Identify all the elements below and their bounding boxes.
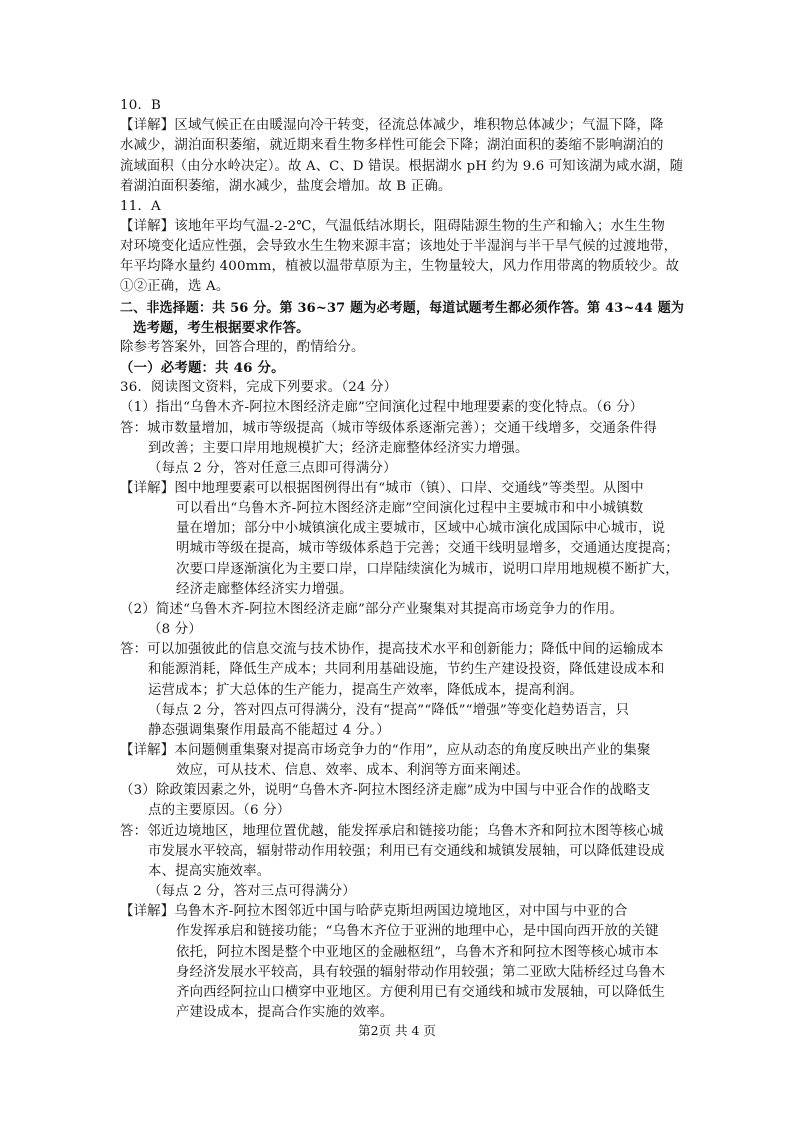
q36-p3-answer-line: 本、提高实施效率。	[148, 863, 271, 879]
section-note: 除参考答案外，回答合理的，酌情给分。	[120, 339, 365, 355]
q36-p1-answer-line: 到改善；主要口岸用地规模扩大；经济走廊整体经济实力增强。	[148, 440, 529, 456]
q36-p2-scoring: 静态强调集聚作用最高不能超过 4 分。）	[148, 722, 390, 738]
q36-p1-explain-line: 量在增加；部分中小城镇演化成主要城市，区域中心城市演化成国际中心城市，说	[176, 521, 666, 537]
q11-explain-line: ①②正确，选 A。	[120, 279, 230, 295]
q36-p1-answer-line: 答：城市数量增加，城市等级提高（城市等级体系逐渐完善）；交通干线增多，交通条件得	[120, 420, 657, 436]
q36-p3-question: （3）除政策因素之外，说明“乌鲁木齐-阿拉木图经济走廊”成为中国与中亚合作的战略支	[120, 783, 651, 799]
q10-explain-line: 流域面积（由分水岭决定）。故 A、C、D 错误。根据湖水 pH 约为 9.6 可知该湖为咸水湖，随	[120, 158, 684, 174]
q11-answer: 11．A	[120, 198, 161, 214]
q36-p2-explain-line: 【详解】本问题侧重集聚对提高市场竞争力的“作用”，应从动态的角度反映出产业的集聚	[120, 743, 651, 758]
q36-p1-explain-line: 明城市等级在提高，城市等级体系趋于完善；交通干线明显增多，交通通达度提高；	[176, 541, 679, 557]
q10-answer: 10．B	[120, 98, 162, 113]
q11-explain-line: 年平均降水量约 400mm，植被以温带草原为主，生物量较大，风力作用带离的物质较少。故	[120, 259, 680, 275]
q36-p1-scoring: （每点 2 分，答对任意三点即可得满分）	[148, 460, 397, 476]
q10-explain-line: 【详解】区域气候正在由暖湿向冷干转变，径流总体减少，堆积物总体减少；气温下降，降	[120, 118, 664, 134]
q36-p2-explain-line: 效应，可从技术、信息、效率、成本、利润等方面来阐述。	[176, 763, 530, 779]
page-footer: 第2页 共 4 页	[358, 1023, 436, 1038]
q36-p2-answer-line: 和能源消耗，降低生产成本；共同利用基础设施，节约生产建设投资，降低建设成本和	[148, 662, 665, 678]
q36-p3-explain-line: 【详解】乌鲁木齐-阿拉木图邻近中国与哈萨克斯坦两国边境地区，对中国与中亚的合	[120, 904, 628, 920]
q10-explain-line: 着湖泊面积萎缩，湖水减少，盐度会增加。故 B 正确。	[120, 178, 452, 194]
q36-p3-explain-line: 依托，阿拉木图是整个中亚地区的金融枢纽”，乌鲁木齐和阿拉木图等核心城市本	[176, 944, 659, 960]
q36-p1-explain-line: 次要口岸逐渐演化为主要口岸，口岸陆续演化为城市，说明口岸用地规模不断扩大，	[176, 561, 679, 577]
q36-p3-answer-line: 市发展水平较高，辐射带动作用较强；利用已有交通线和城镇发展轴，可以降低建设成	[148, 843, 665, 859]
q36-p3-explain-line: 身经济发展水平较高，具有较强的辐射带动作用较强；第二亚欧大陆桥经过乌鲁木	[176, 964, 666, 980]
q36-stem: 36．阅读图文资料，完成下列要求。（24 分）	[120, 380, 398, 396]
sub-heading: （一）必考题：共 46 分。	[120, 360, 285, 376]
q36-p3-explain-line: 产建设成本，提高合作实施的效率。	[176, 1005, 394, 1020]
q36-p1-explain-line: 【详解】图中地理要素可以根据图例得出有“城市（镇）、口岸、交通线”等类型。从图中	[120, 481, 644, 496]
q36-p3-question-cont: 点的主要原因。（6 分）	[148, 803, 291, 819]
q36-p3-answer-line: 答：邻近边境地区，地理位置优越，能发挥承启和链接功能；乌鲁木齐和阿拉木图等核心城	[120, 823, 664, 839]
section-heading: 二、非选择题：共 56 分。第 36~37 题为必考题，每道试题考生都必须作答。第 43~44 题为	[120, 299, 685, 316]
q36-p1-explain-line: 经济走廊整体经济实力增强。	[176, 581, 353, 597]
q11-explain-line: 对环境变化适应性强，会导致水生生物来源丰富；该地处于半湿润与半干旱气候的过渡地带，	[120, 239, 678, 255]
q36-p3-explain-line: 齐向西经阿拉山口横穿中亚地区。方便利用已有交通线和城市发展轴，可以降低生	[176, 984, 666, 1000]
q36-p1-explain-line: 可以看出“乌鲁木齐-阿拉木图经济走廊”空间演化过程中主要城市和中小城镇数	[176, 501, 644, 517]
q36-p2-answer-line: 答：可以加强彼此的信息交流与技术协作，提高技术水平和创新能力；降低中间的运输成本	[120, 642, 664, 658]
q36-p2-question-cont: （8 分）	[148, 622, 202, 637]
q36-p2-answer-line: 运营成本；扩大总体的生产能力，提高生产效率，降低成本，提高利润。	[148, 682, 583, 698]
section-heading-cont: 选考题，考生根据要求作答。	[133, 319, 310, 336]
q36-p2-scoring: （每点 2 分，答对四点可得满分，没有“提高”“降低”“增强”等变化趋势语言，只	[148, 702, 630, 718]
q10-explain-line: 水减少，湖泊面积萎缩，就近期来看生物多样性可能会下降；湖泊面积的萎缩不影响湖泊的	[120, 138, 664, 154]
q11-explain-line: 【详解】该地年平均气温-2-2℃，气温低结冰期长，阻碍陆源生物的生产和输入；水生生物	[120, 218, 665, 234]
q36-p2-question: （2）简述“乌鲁木齐-阿拉木图经济走廊”部分产业聚集对其提高市场竞争力的作用。	[120, 601, 624, 617]
q36-p3-scoring: （每点 2 分，答对三点可得满分）	[148, 884, 356, 900]
q36-p3-explain-line: 作发挥承启和链接功能；“乌鲁木齐位于亚洲的地理中心，是中国向西开放的关键	[176, 924, 659, 940]
q36-p1-question: （1）指出“乌鲁木齐-阿拉木图经济走廊”空间演化过程中地理要素的变化特点。（6 分）	[120, 400, 644, 416]
